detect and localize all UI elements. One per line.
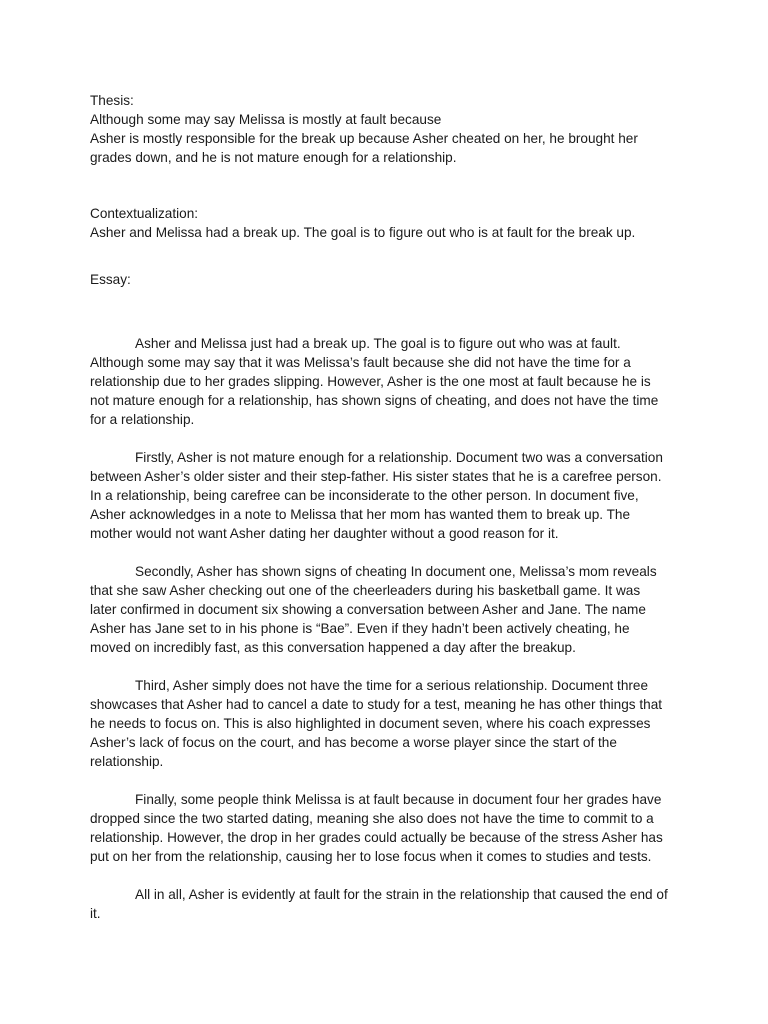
paragraph-line: not mature enough for a relationship, has shown signs of cheating, and does not have the time (90, 393, 659, 408)
essay-paragraph (90, 334, 690, 429)
paragraph-line: moved on incredibly fast, as this conversation happened a day after the breakup. (90, 640, 576, 655)
essay-paragraph (90, 790, 690, 866)
paragraph-line: dropped since the two started dating, meaning she also does not have the time to commit to a (90, 811, 654, 826)
paragraph-line: for a relationship. (90, 412, 195, 427)
paragraph-line: relationship due to her grades slipping. However, Asher is the one most at fault because he is (90, 374, 651, 389)
paragraph-line: Firstly, Asher is not mature enough for a relationship. Document two was a conversation (135, 450, 663, 465)
paragraph-spacer (90, 543, 690, 562)
paragraph-line: between Asher’s older sister and their step-father. His sister states that he is a carefree person. (90, 469, 662, 484)
thesis-line: grades down, and he is not mature enough for a relationship. (90, 150, 457, 165)
paragraph-line: Asher acknowledges in a note to Melissa that her mom has wanted them to break up. The (90, 507, 631, 522)
contextualization-section (90, 204, 690, 242)
paragraph-line: Asher and Melissa just had a break up. The goal is to figure out who was at fault. (135, 336, 621, 351)
paragraph-line: relationship. However, the drop in her grades could actually be because of the stress Asher has (90, 830, 663, 845)
paragraph-line: In a relationship, being carefree can be inconsiderate to the other person. In document five, (90, 488, 639, 503)
paragraph-line: Third, Asher simply does not have the time for a serious relationship. Document three (135, 678, 649, 693)
paragraph-line: Although some may say that it was Melissa’s fault because she did not have the time for a (90, 355, 631, 370)
paragraph-line: All in all, Asher is evidently at fault for the strain in the relationship that caused the end of (135, 887, 668, 902)
paragraph-line: Finally, some people think Melissa is at fault because in document four her grades have (135, 792, 662, 807)
paragraph-spacer (90, 866, 690, 885)
section-spacer (90, 289, 690, 334)
essay-paragraph (90, 885, 690, 923)
essay-paragraph (90, 676, 690, 771)
paragraph-line: it. (90, 906, 101, 921)
paragraph-spacer (90, 429, 690, 448)
paragraph-line: Asher has Jane set to in his phone is “Bae”. Even if they hadn’t been actively cheating, he (90, 621, 630, 636)
essay-heading: Essay: (90, 272, 131, 287)
paragraph-line: later confirmed in document six showing a conversation between Asher and Jane. The name (90, 602, 646, 617)
thesis-line: Although some may say Melissa is mostly at fault because (90, 112, 442, 127)
contextualization-heading: Contextualization: (90, 206, 199, 221)
paragraph-line: that she saw Asher checking out one of the cheerleaders during his basketball game. It was (90, 583, 641, 598)
section-spacer (90, 167, 690, 204)
paragraph-line: relationship. (90, 754, 164, 769)
thesis-line: Asher is mostly responsible for the break up because Asher cheated on her, he brought her (90, 131, 638, 146)
essay-section (90, 270, 690, 923)
essay-paragraph (90, 562, 690, 657)
thesis-heading: Thesis: (90, 93, 134, 108)
paragraph-line: put on her from the relationship, causing her to lose focus when it comes to studies and tests. (90, 849, 652, 864)
paragraph-line: showcases that Asher had to cancel a date to study for a test, meaning he has other things that (90, 697, 663, 712)
section-spacer (90, 242, 690, 270)
thesis-section (90, 91, 690, 167)
essay-paragraph (90, 448, 690, 543)
contextualization-line: Asher and Melissa had a break up. The goal is to figure out who is at fault for the break up. (90, 225, 636, 240)
document-page (90, 91, 690, 923)
paragraph-spacer (90, 657, 690, 676)
paragraph-line: mother would not want Asher dating her daughter without a good reason for it. (90, 526, 559, 541)
paragraph-line: he needs to focus on. This is also highlighted in document seven, where his coach expresses (90, 716, 651, 731)
paragraph-spacer (90, 771, 690, 790)
paragraph-line: Asher’s lack of focus on the court, and has become a worse player since the start of the (90, 735, 617, 750)
paragraph-line: Secondly, Asher has shown signs of cheating In document one, Melissa’s mom reveals (135, 564, 657, 579)
